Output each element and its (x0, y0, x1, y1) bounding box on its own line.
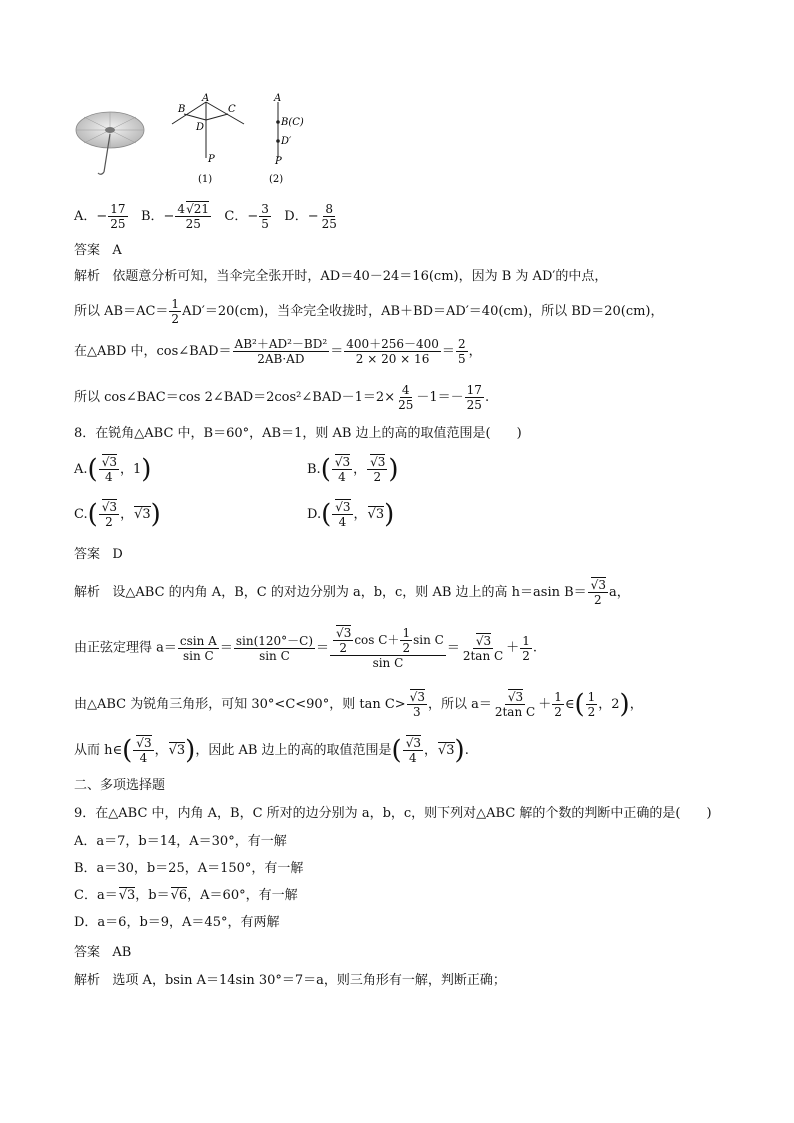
q8-analysis-2: 由正弦定理得 a＝ $\frac{\text{csin A}}{\text{sin C}}$ ＝ $\frac{\sin(120^\circ-C)}{\text{sin C}}$ ＝ $\frac{√3}{2}$ cos C＋ $\frac{1}{2}$ sin C sin C ＝ $\frac{√3}{\text{2tan C}}$ ＋ $\frac{1}{2}$ . (74, 626, 537, 670)
caption-1: (1) (198, 174, 213, 185)
q9-option-a: A．a＝7，b＝14，A＝30°，有一解 (74, 834, 287, 849)
label-A: A (202, 93, 210, 104)
label-D-prime: D′ (281, 136, 292, 147)
diagram-fig2 (266, 92, 326, 187)
q8-option-b: B.( $\frac{√3}{4}$ ， $\frac{√3}{2}$ ) (307, 454, 399, 485)
q9-analysis-1: 解析 选项 A，bsin A＝14sin 30°＝7＝a，则三角形有一解，判断正确； (74, 972, 506, 988)
q8-answer: 答案 D (74, 546, 123, 562)
label-P: P (208, 154, 215, 165)
q7-analysis-2: 所以 AB＝AC＝ $\frac{1}{2}$ AD′＝20(cm)，当伞完全收拢时，AB＋BD＝AD′＝40(cm)，所以 BD＝20(cm)， (74, 297, 664, 326)
q8-option-a: A.( $\frac{√3}{4}$ ，1) (74, 454, 152, 485)
q7-option-b: B．− $\frac{4√21}{25}$ (140, 202, 209, 231)
q9-option-d: D．a＝6，b＝9，A＝45°，有两解 (74, 915, 280, 930)
umbrella-photo (74, 108, 154, 178)
section-title: 二、多项选择题 (74, 778, 166, 793)
label-D: D (196, 122, 205, 133)
q7-analysis-4: 所以 cos∠BAC＝cos 2∠BAD＝2cos²∠BAD－1＝2× $\frac{4}{25}$ －1＝－ $\frac{17}{25}$ . (74, 383, 490, 412)
q8-analysis-1: 解析 设△ABC 的内角 A，B，C 的对边分别为 a，b，c，则 AB 边上的高 h＝asin B＝ $\frac{√3}{2}$ a， (74, 578, 630, 607)
q8-analysis-4: 从而 h∈( $\frac{√3}{4}$ ，√3)，因此 AB 边上的高的取值范围是( $\frac{√3}{4}$ ，√3). (74, 735, 469, 766)
label-BC: B(C) (281, 117, 304, 128)
q7-answer: 答案 A (74, 242, 122, 258)
label-C: C (228, 104, 236, 115)
q8-option-d: D.( $\frac{√3}{4}$ ，√3) (307, 499, 395, 530)
q7-analysis-1: 解析 依题意分析可知，当伞完全张开时，AD＝40－24＝16(cm)，因为 B 为 AD′的中点， (74, 268, 608, 284)
analysis-label: 解析 (74, 268, 101, 283)
q9-answer: 答案 AB (74, 944, 132, 960)
q7-analysis-3: 在△ABD 中，cos∠BAD＝ $\frac{\text{AB²＋AD²－BD²}}{2AB\cdot AD}$ ＝ $\frac{400+256-400}{2 \times 20 \times 16}$ ＝ $\frac{2}{5}$ ， (74, 337, 482, 366)
q7-options (74, 202, 340, 231)
q7-option-c: C．− $\frac{3}{5}$ (224, 202, 269, 231)
q8-analysis-3: 由△ABC 为锐角三角形，可知 30°<C<90°，则 tan C> $\frac{√3}{3}$ ，所以 a＝ $\frac{√3}{\text{2tan C}}$ ＋ $\frac{1}{2}$ ∈( $\frac{1}{2}$ ，2)， (74, 689, 643, 720)
q8-question: 8．在锐角△ABC 中，B＝60°，AB＝1，则 AB 边上的高的取值范围是( ) (74, 426, 522, 441)
q8-option-c: C.( $\frac{√3}{2}$ ，√3) (74, 499, 161, 530)
diagram-fig1 (170, 92, 250, 187)
label-P2: P (275, 156, 282, 167)
q7-option-d: D．− $\frac{8}{25}$ (284, 202, 337, 231)
label-B: B (178, 104, 186, 115)
q7-option-a: A．− $\frac{17}{25}$ (74, 202, 126, 231)
q9-option-b: B．a＝30，b＝25，A＝150°，有一解 (74, 861, 304, 876)
q9-question: 9．在△ABC 中，内角 A，B，C 所对的边分别为 a，b，c，则下列对△ABC 解的个数的判断中正确的是( ) (74, 806, 712, 821)
label-A2: A (274, 93, 282, 104)
caption-2: (2) (269, 174, 284, 185)
q9-option-c: C．a＝√3，b＝√6，A＝60°，有一解 (74, 888, 298, 903)
